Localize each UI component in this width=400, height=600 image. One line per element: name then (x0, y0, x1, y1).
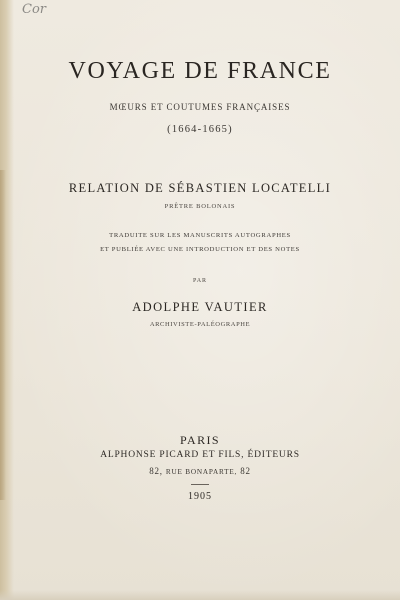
divider-rule (191, 484, 209, 485)
relation-heading: RELATION DE SÉBASTIEN LOCATELLI (68, 181, 332, 195)
handwriting-text: Cor (22, 2, 46, 17)
publisher-address (0, 466, 400, 476)
translation-note-line-1: TRADUITE SUR LES MANUSCRITS AUTOGRAPHES (109, 232, 291, 239)
par-label: PAR (192, 278, 208, 284)
address-number-suffix: 82 (240, 466, 251, 476)
book-subtitle: MŒURS ET COUTUMES FRANÇAISES (109, 102, 291, 112)
translation-note-line-2: ET PUBLIÉE AVEC UNE INTRODUCTION ET DES NOTES (100, 246, 300, 253)
publisher-name: ALPHONSE PICARD ET FILS, ÉDITEURS (100, 450, 300, 460)
address-number-prefix: 82, (149, 466, 163, 476)
address-street: RUE BONAPARTE, (165, 468, 238, 476)
author-descriptor: PRÊTRE BOLONAIS (164, 203, 236, 210)
editor-role: ARCHIVISTE-PALÉOGRAPHE (149, 321, 251, 328)
book-dates: (1664-1665) (167, 124, 233, 135)
editor-name: ADOLPHE VAUTIER (132, 300, 268, 314)
publication-year: 1905 (188, 491, 212, 502)
book-title: VOYAGE DE FRANCE (68, 58, 332, 84)
publication-city: PARIS (180, 433, 220, 447)
